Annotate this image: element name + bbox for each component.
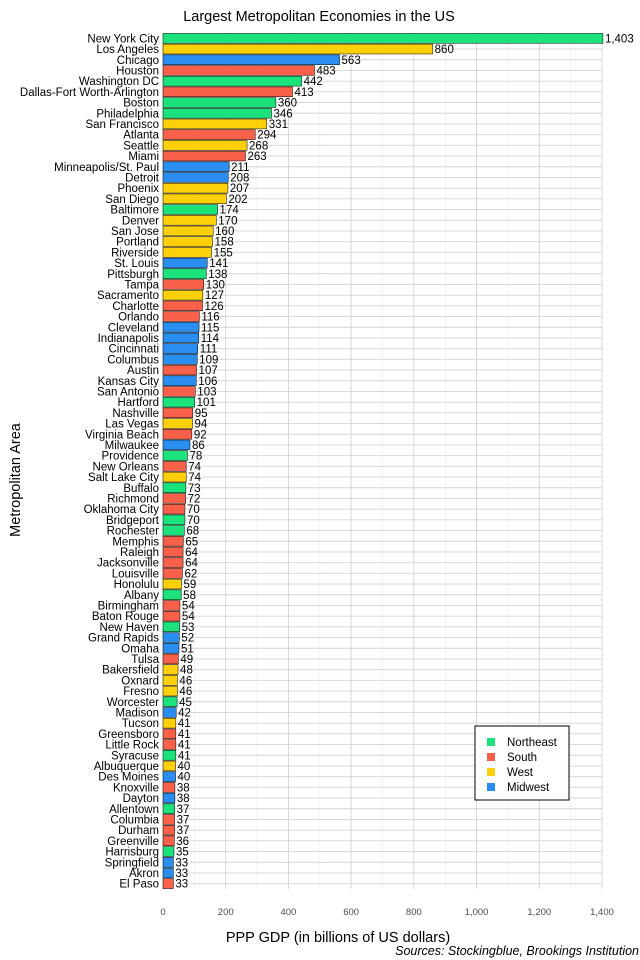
value-label: 263 [247, 151, 267, 164]
category-label: Salt Lake City [88, 472, 159, 485]
bar [163, 354, 197, 364]
legend-swatch [487, 738, 495, 746]
value-label: 211 [231, 161, 250, 174]
category-label: Philadelphia [96, 108, 159, 121]
value-label: 46 [179, 686, 193, 699]
category-label: Oklahoma City [83, 504, 159, 517]
x-tick-label: 200 [217, 907, 234, 918]
value-label: 64 [185, 546, 198, 559]
value-label: 58 [183, 589, 196, 602]
x-tick-label: 600 [343, 907, 360, 918]
bar [163, 718, 176, 728]
bar [163, 140, 247, 150]
value-label: 116 [201, 311, 220, 324]
value-label: 74 [188, 472, 202, 485]
value-label: 115 [201, 322, 220, 335]
category-label: Greenville [107, 835, 159, 848]
category-label: Baton Rouge [91, 611, 159, 624]
category-label: Bridgeport [105, 514, 159, 527]
bar [163, 130, 255, 140]
category-label: Oxnard [121, 675, 159, 688]
bar [163, 622, 180, 632]
bar [163, 836, 174, 846]
value-label: 54 [181, 611, 195, 624]
value-label: 1,403 [604, 33, 634, 46]
bar [163, 194, 226, 204]
value-label: 483 [316, 65, 336, 78]
category-label: Grand Rapids [88, 632, 159, 645]
value-label: 360 [277, 97, 298, 110]
category-label: Las Vegas [105, 418, 159, 431]
value-label: 38 [176, 793, 190, 806]
value-label: 126 [204, 300, 224, 313]
legend-label: West [507, 767, 533, 779]
value-label: 41 [177, 750, 191, 763]
bar [163, 815, 175, 825]
category-label: Little Rock [105, 739, 159, 752]
value-label: 49 [180, 653, 194, 666]
value-label: 107 [198, 365, 218, 378]
bar [163, 590, 181, 600]
category-label: Miami [128, 151, 159, 164]
category-label: Memphis [112, 536, 159, 549]
category-label: Des Moines [98, 771, 159, 784]
value-label: 70 [186, 504, 200, 517]
value-label: 563 [341, 54, 361, 67]
category-label: Minneapolis/St. Paul [54, 161, 159, 174]
category-label: Kansas City [97, 375, 159, 388]
value-label: 48 [180, 664, 193, 677]
category-labels [20, 33, 160, 890]
bar [163, 772, 176, 782]
value-label: 331 [268, 118, 288, 131]
value-label: 141 [209, 258, 229, 271]
bar [163, 429, 192, 439]
bar [163, 686, 177, 696]
value-label: 38 [176, 782, 190, 795]
category-label: Charlotte [112, 300, 159, 313]
bar [163, 633, 179, 643]
bar [163, 547, 183, 557]
value-label: 106 [198, 375, 218, 388]
bar [163, 558, 183, 568]
value-label: 202 [228, 193, 248, 206]
value-label: 40 [177, 771, 191, 784]
category-label: Columbus [107, 354, 159, 367]
value-label: 53 [181, 621, 195, 634]
bar [163, 568, 182, 578]
category-label: Sacramento [96, 290, 159, 303]
bar [163, 611, 180, 621]
category-label: Seattle [123, 140, 159, 153]
bar [163, 601, 180, 611]
bar [163, 173, 228, 183]
category-label: Greensboro [98, 728, 159, 741]
category-label: Columbia [110, 814, 159, 827]
bar [163, 247, 212, 257]
category-label: Dallas-Fort Worth-Arlington [19, 86, 159, 99]
value-label: 33 [175, 857, 189, 870]
bar [163, 76, 302, 86]
bar [163, 708, 176, 718]
bar [163, 825, 175, 835]
bar [163, 397, 195, 407]
bar [163, 44, 433, 54]
category-label: Jacksonville [97, 557, 159, 570]
value-label: 127 [204, 290, 225, 303]
category-label: Buffalo [123, 482, 159, 495]
bar [163, 215, 216, 225]
category-label: Indianapolis [97, 332, 159, 345]
bar [163, 504, 185, 514]
value-label: 170 [218, 215, 238, 228]
bar [163, 269, 206, 279]
bar [163, 301, 203, 311]
category-label: St. Louis [114, 258, 159, 271]
value-label: 45 [179, 696, 192, 709]
bar [163, 665, 178, 675]
bar [163, 312, 199, 322]
value-label: 36 [176, 835, 190, 848]
bar [163, 654, 178, 664]
category-label: Worcester [106, 696, 159, 709]
category-label: Washington DC [78, 76, 159, 89]
bar [163, 226, 213, 236]
category-label: Portland [116, 236, 159, 249]
bar [163, 729, 176, 739]
category-label: Los Angeles [96, 44, 159, 57]
value-label: 92 [193, 429, 207, 442]
bar [163, 879, 173, 889]
value-label: 37 [176, 814, 190, 827]
bar [163, 119, 267, 129]
category-label: Bakersfield [102, 664, 159, 677]
category-label: Knoxville [112, 782, 159, 795]
category-label: Virginia Beach [85, 429, 159, 442]
value-label: 37 [176, 803, 190, 816]
bar [163, 472, 186, 482]
value-label: 114 [200, 332, 220, 345]
legend [475, 726, 569, 800]
category-label: New York City [87, 33, 159, 46]
x-tick-label: 0 [160, 907, 166, 918]
category-label: Dayton [122, 793, 159, 806]
category-label: Riverside [111, 247, 159, 260]
value-label: 413 [294, 86, 314, 99]
category-label: Rochester [106, 525, 159, 538]
category-label: Syracuse [111, 750, 159, 763]
legend-swatch [487, 783, 495, 791]
category-label: Austin [127, 365, 159, 378]
bar [163, 868, 173, 878]
value-label: 37 [176, 825, 190, 838]
bar [163, 205, 218, 215]
bar [163, 740, 176, 750]
value-label: 103 [197, 386, 217, 399]
value-label: 160 [215, 225, 235, 238]
category-label: Richmond [107, 493, 159, 506]
bar [163, 461, 186, 471]
bar [163, 344, 198, 354]
x-tick-label: 1,200 [527, 907, 552, 918]
bar [163, 419, 192, 429]
bar [163, 162, 229, 172]
value-label: 94 [194, 418, 208, 431]
bar [163, 183, 228, 193]
category-label: Houston [116, 65, 159, 78]
bar [163, 761, 176, 771]
value-label: 41 [177, 718, 191, 731]
legend-swatch [487, 753, 495, 761]
value-label: 442 [303, 76, 323, 89]
value-label: 51 [180, 643, 194, 656]
value-label: 860 [434, 44, 454, 57]
bar [163, 387, 195, 397]
category-label: Honolulu [113, 579, 159, 592]
category-label: Louisville [111, 568, 159, 581]
value-label: 208 [230, 172, 250, 185]
value-label: 33 [175, 867, 189, 880]
value-label: 174 [219, 204, 239, 217]
category-label: Orlando [118, 311, 159, 324]
bar [163, 108, 271, 118]
category-label: Birmingham [97, 600, 159, 613]
bar [163, 536, 183, 546]
value-label: 46 [179, 675, 193, 688]
value-label: 78 [189, 450, 203, 463]
bar [163, 376, 196, 386]
category-label: Akron [128, 867, 159, 880]
bar [163, 675, 177, 685]
bar [163, 782, 175, 792]
category-label: Fresno [123, 686, 159, 699]
bar [163, 847, 174, 857]
y-axis-label: Metropolitan Area [8, 423, 24, 537]
category-label: Nashville [112, 407, 159, 420]
category-label: Tulsa [131, 653, 159, 666]
bar [163, 579, 182, 589]
value-label: 73 [187, 482, 201, 495]
value-label: 70 [186, 514, 200, 527]
bar [163, 494, 186, 504]
category-label: Allentown [109, 803, 159, 816]
value-label: 59 [183, 579, 197, 592]
category-label: Durham [118, 825, 159, 838]
value-label: 346 [273, 108, 293, 121]
value-label: 42 [178, 707, 191, 720]
bar [163, 55, 340, 65]
value-label: 40 [177, 760, 191, 773]
legend-label: South [507, 752, 538, 764]
category-label: Denver [121, 215, 159, 228]
value-label: 268 [249, 140, 269, 153]
category-label: San Jose [111, 225, 159, 238]
value-label: 62 [184, 568, 198, 581]
category-label: Cincinnati [108, 343, 159, 356]
category-label: Providence [101, 450, 159, 463]
value-label: 52 [181, 632, 195, 645]
category-label: El Paso [119, 878, 159, 891]
category-label: New Orleans [92, 461, 159, 474]
bar [163, 290, 203, 300]
value-label: 64 [185, 557, 198, 570]
bar [163, 483, 186, 493]
value-label: 130 [205, 279, 225, 292]
category-label: Tampa [124, 279, 159, 292]
bar [163, 526, 184, 536]
x-tick-labels [160, 907, 614, 918]
bar [163, 66, 314, 76]
bar [163, 87, 293, 97]
x-tick-label: 1,000 [464, 907, 489, 918]
bar [163, 98, 276, 108]
bar [163, 451, 187, 461]
bar [163, 697, 177, 707]
category-label: Hartford [117, 397, 159, 410]
bar [163, 280, 204, 290]
value-label: 33 [175, 878, 189, 891]
value-label: 65 [185, 536, 199, 549]
bar [163, 440, 190, 450]
category-label: Phoenix [117, 183, 159, 196]
category-label: New Haven [99, 621, 159, 634]
legend-label: Northeast [507, 737, 557, 749]
category-label: Madison [115, 707, 159, 720]
bar [163, 804, 175, 814]
value-label: 111 [199, 343, 218, 356]
chart-title: Largest Metropolitan Economies in the US [183, 9, 455, 25]
value-label: 72 [187, 493, 201, 506]
bar [163, 237, 213, 247]
category-label: San Antonio [96, 386, 159, 399]
category-label: Harrisburg [105, 846, 159, 859]
x-tick-label: 800 [405, 907, 422, 918]
bar [163, 322, 199, 332]
category-label: Omaha [121, 643, 159, 656]
value-label: 109 [199, 354, 219, 367]
value-label: 41 [177, 739, 191, 752]
category-label: Albany [123, 589, 159, 602]
value-label: 138 [208, 268, 228, 281]
bar [163, 750, 176, 760]
value-label: 68 [186, 525, 200, 538]
category-label: Atlanta [123, 129, 159, 142]
category-label: Detroit [125, 172, 159, 185]
value-label: 101 [196, 397, 216, 410]
value-label: 95 [194, 407, 208, 420]
value-label: 74 [188, 461, 202, 474]
value-label: 54 [181, 600, 195, 613]
bar [163, 333, 199, 343]
category-label: Pittsburgh [107, 268, 159, 281]
category-label: Baltimore [110, 204, 159, 217]
category-label: Chicago [116, 54, 159, 67]
bar [163, 365, 197, 375]
bar [163, 258, 207, 268]
x-axis-label: PPP GDP (in billions of US dollars) [225, 930, 451, 946]
bar [163, 643, 179, 653]
value-label: 86 [191, 439, 205, 452]
bar [163, 408, 193, 418]
value-label: 41 [177, 728, 191, 741]
bar [163, 515, 185, 525]
category-label: Milwaukee [104, 439, 159, 452]
legend-swatch [487, 768, 495, 776]
category-label: Cleveland [107, 322, 159, 335]
legend-label: Midwest [507, 782, 550, 794]
category-label: San Francisco [85, 118, 159, 131]
category-label: San Diego [105, 193, 159, 206]
value-label: 35 [175, 846, 189, 859]
bar [163, 33, 603, 43]
bar [163, 151, 245, 161]
category-label: Tucson [121, 718, 159, 731]
x-tick-label: 1,400 [590, 907, 614, 918]
category-label: Springfield [104, 857, 159, 870]
value-label: 155 [213, 247, 233, 260]
category-label: Albuquerque [93, 760, 159, 773]
value-label: 294 [257, 129, 277, 142]
value-label: 158 [214, 236, 234, 249]
value-label: 207 [229, 183, 250, 196]
category-label: Boston [123, 97, 159, 110]
x-tick-label: 400 [280, 907, 297, 918]
category-label: Raleigh [120, 546, 159, 559]
bar [163, 793, 175, 803]
source-note: Sources: Stockingblue, Brookings Institution [395, 944, 639, 958]
bar [163, 857, 173, 867]
